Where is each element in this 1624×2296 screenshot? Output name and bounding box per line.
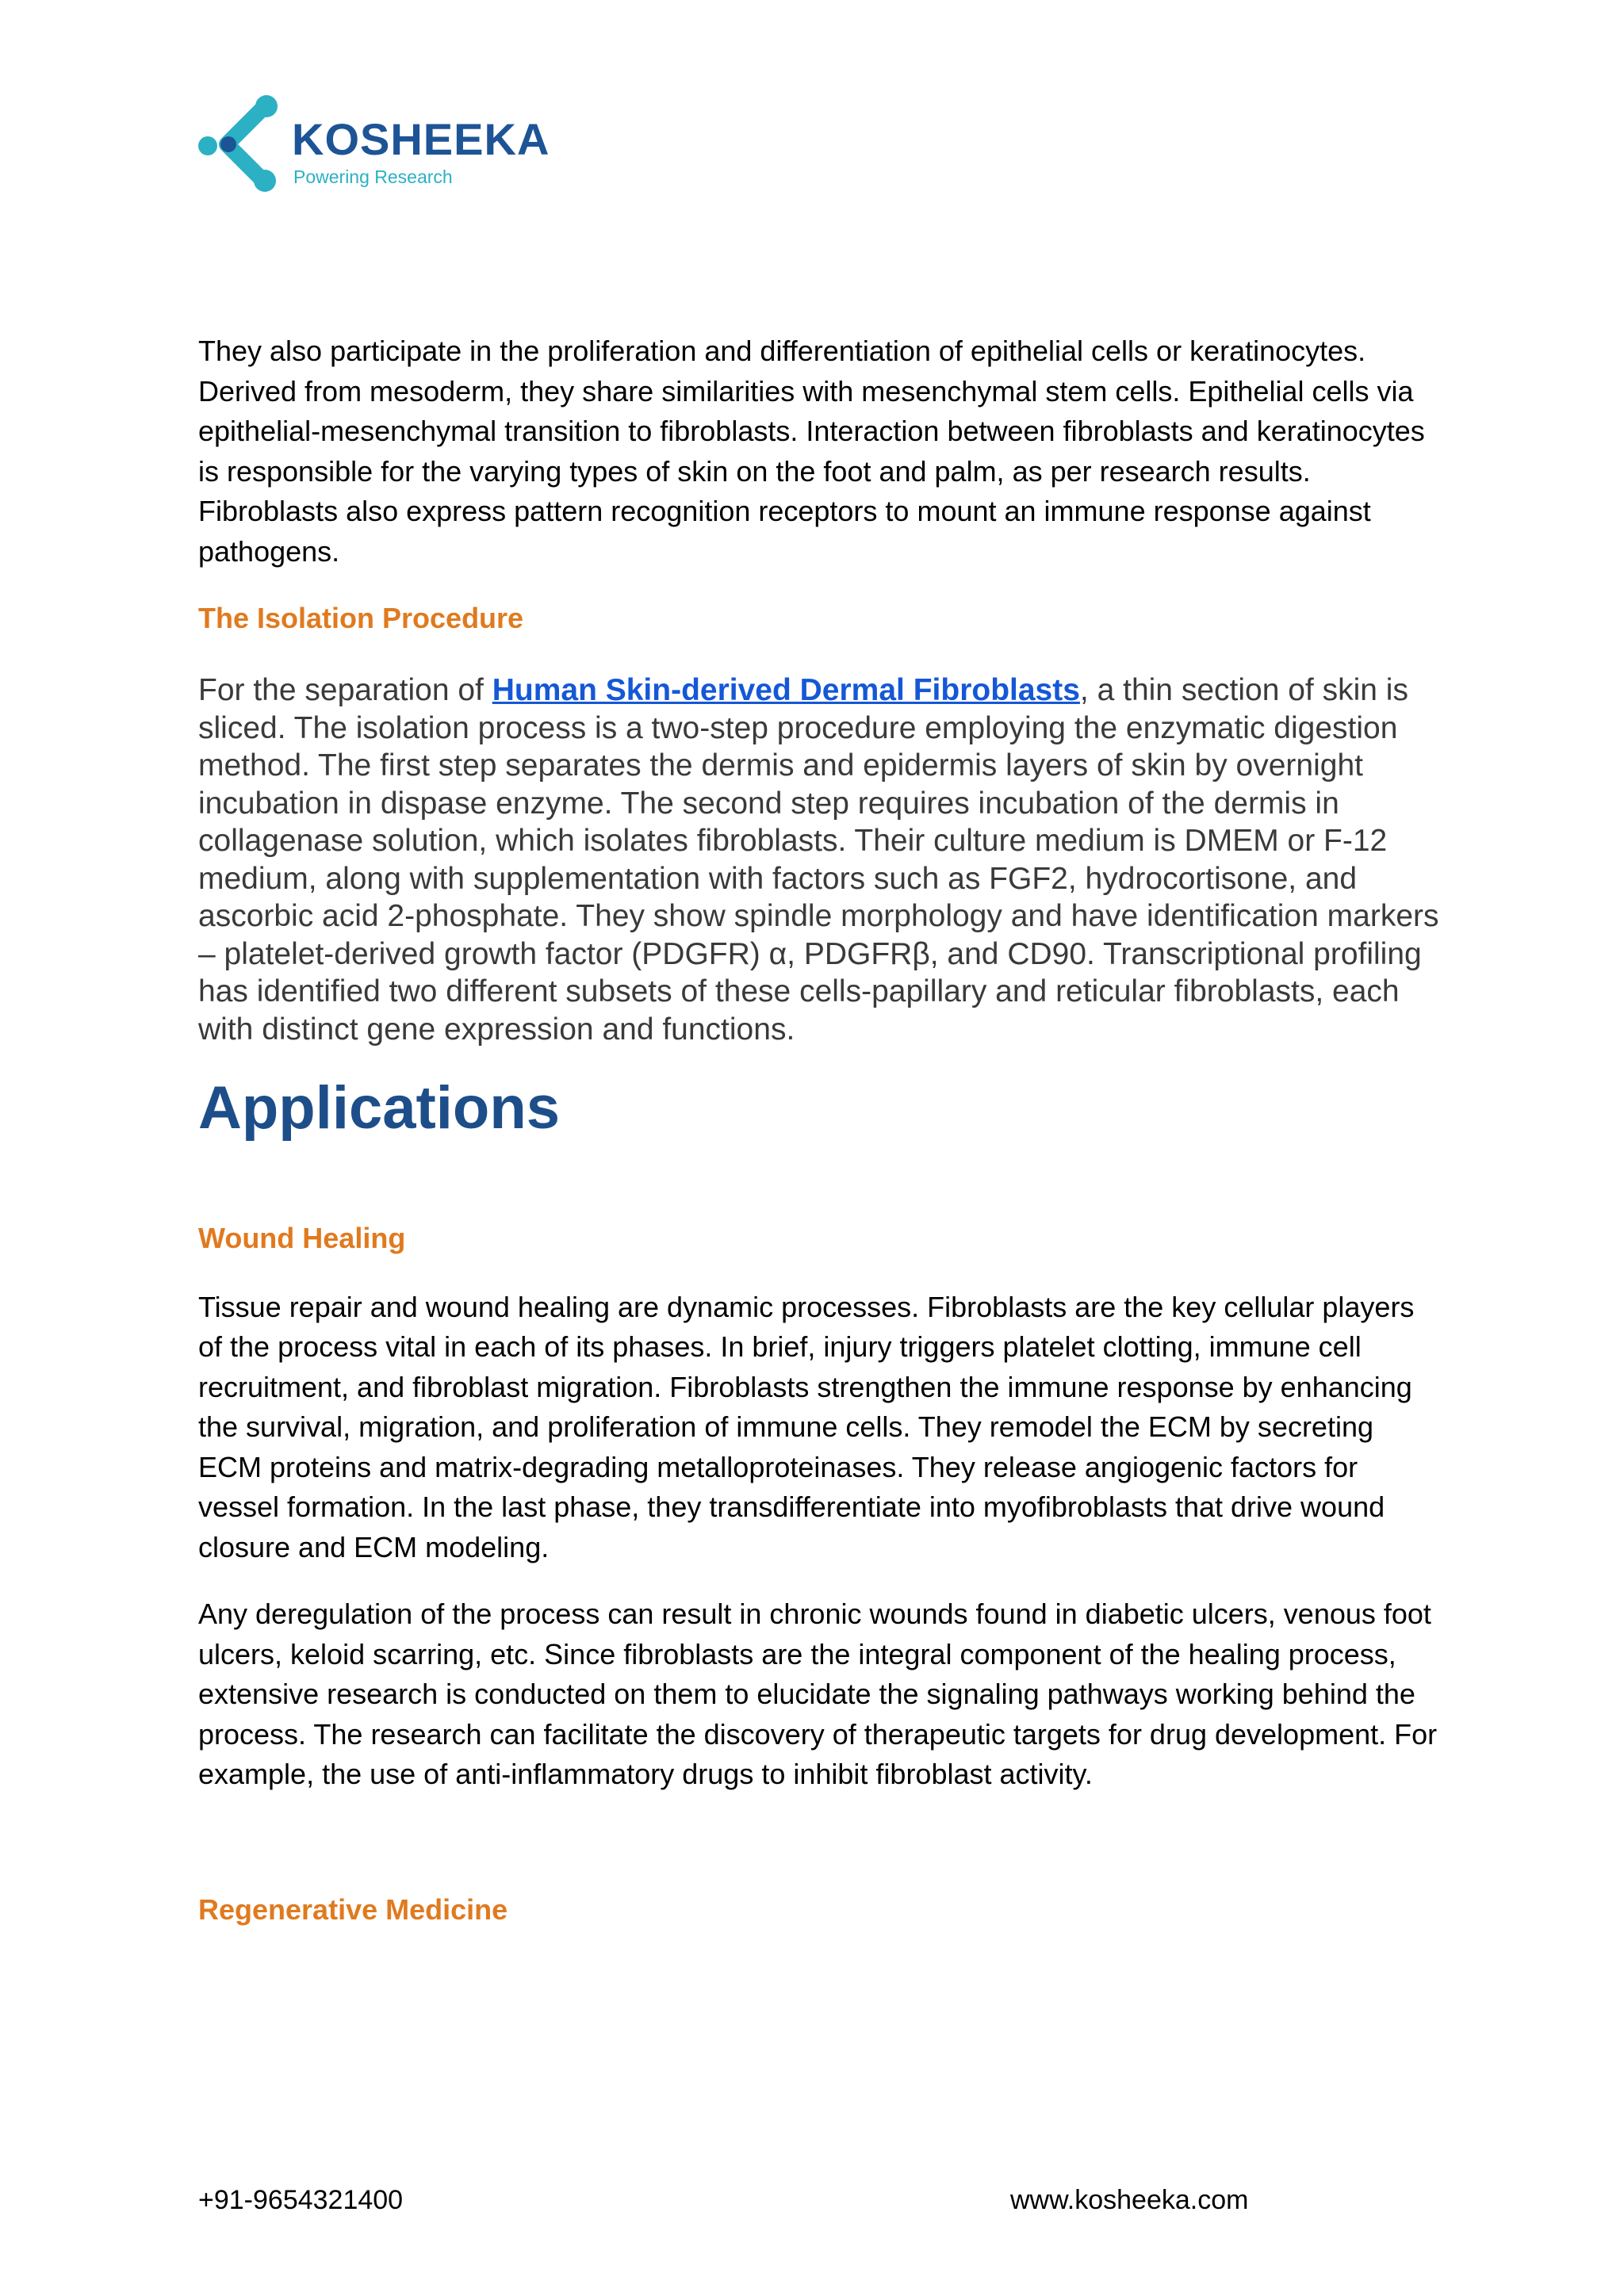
isolation-paragraph <box>198 672 1443 1048</box>
footer-website[interactable]: www.kosheeka.com <box>1010 2185 1249 2215</box>
isolation-text-before-link: For the separation of <box>198 673 492 708</box>
human-skin-fibroblasts-link[interactable]: Human Skin-derived Dermal Fibroblasts <box>492 673 1080 708</box>
wound-healing-heading: Wound Healing <box>198 1221 406 1254</box>
brand-name: KOSHEEKA <box>292 114 550 164</box>
applications-heading: Applications <box>198 1074 561 1142</box>
wound-healing-paragraph-2: Any deregulation of the process can result in chronic wounds found in diabetic ulcers, venous foot ulcers, keloid scarring, etc. Since fibroblasts are the integral component of the healing process, extensive research is conducted on them to elucidate the signaling pathways working behind the process. The research can facilitate the discovery of therapeutic targets for drug development. For example, the use of anti-inflammatory drugs to inhibit fibroblast activity. <box>198 1598 1438 1791</box>
intro-paragraph: They also participate in the proliferation and differentiation of epithelial cells or keratinocytes. Derived from mesoderm, they share similarities with mesenchymal stem cells. Epithelial cells via epithelial-mesenchymal transition to fibroblasts. Interaction between fibroblasts and keratinocytes is responsible for the varying types of skin on the foot and palm, as per research results. Fibroblasts also express pattern recognition receptors to mount an immune response against pathogens. <box>198 335 1425 568</box>
wound-healing-paragraph-1: Tissue repair and wound healing are dynamic processes. Fibroblasts are the key cellular players of the process vital in each of its phases. In brief, injury triggers platelet clotting, immune cell recruitment, and fibroblast migration. Fibroblasts strengthen the immune response by enhancing the survival, migration, and proliferation of immune cells. They remodel the ECM by secreting ECM proteins and matrix-degrading metalloproteinases. They release angiogenic factors for vessel formation. In the last phase, they transdifferentiate into myofibroblasts that drive wound closure and ECM modeling. <box>198 1290 1415 1563</box>
isolation-heading: The Isolation Procedure <box>198 602 524 634</box>
footer-phone: +91-9654321400 <box>198 2185 404 2215</box>
brand-tagline: Powering Research <box>293 166 453 187</box>
isolation-text-after-link: , a thin section of skin is sliced. The isolation process is a two-step procedure employing the enzymatic digestion method. The first step separates the dermis and epidermis layers of skin by overnight incubation in dispase enzyme. The second step requires incubation of the dermis in collagenase solution, which isolates fibroblasts. Their culture medium is DMEM or F-12 medium, along with supplementation with factors such as FGF2, hydrocortisone, and ascorbic acid 2-phosphate. They show spindle morphology and have identification markers – platelet-derived growth factor (PDGFR) α, PDGFRβ, and CD90. Transcriptional profiling has identified two different subsets of these cells-papillary and reticular fibroblasts, each with distinct gene expression and functions. <box>198 673 1439 1047</box>
regenerative-medicine-heading: Regenerative Medicine <box>198 1892 508 1926</box>
document-body <box>198 331 1443 1927</box>
brand-logo <box>197 94 593 197</box>
molecule-logo-icon <box>197 94 292 197</box>
